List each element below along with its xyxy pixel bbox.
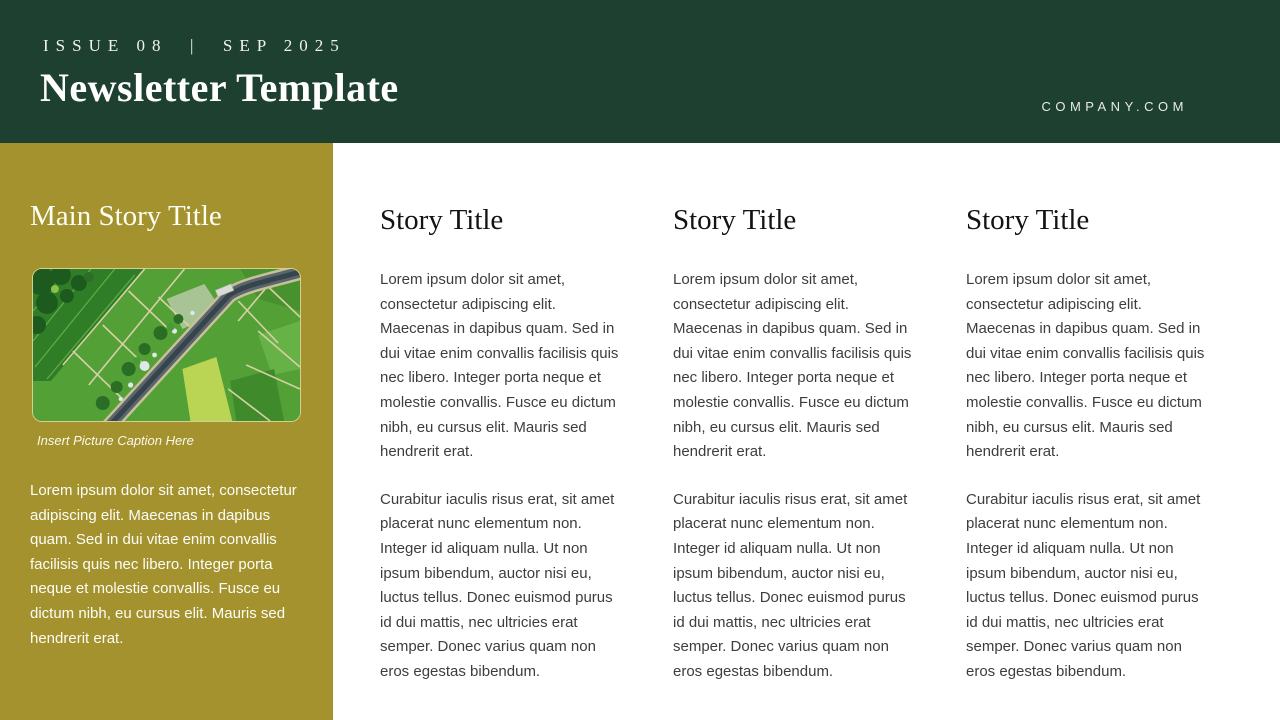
story-title-1: Story Title: [380, 204, 504, 236]
story-paragraph: Curabitur iaculis risus erat, sit amet placerat nunc elementum non. Integer id aliquam nulla. Ut non ipsum bibendum, auctor nisi eu, luctus tellus. Donec euismod purus id dui mattis, nec ultricies erat semper. Donec varius quam non eros egestas bibendum.: [966, 490, 1201, 680]
main-story-title: Main Story Title: [30, 200, 222, 232]
story-column-2: [673, 203, 919, 720]
story-columns: [333, 143, 1280, 720]
farmland-aerial-image: [33, 269, 300, 421]
main-story-photo: [32, 268, 301, 422]
story-column-3: [966, 203, 1212, 720]
main-story-body: Lorem ipsum dolor sit amet, consectetur adipiscing elit. Maecenas in dapibus quam. Sed in dui vitae enim convallis facilisis quis nec libero. Integer porta neque et molestie convallis. Fusce eu dictum nibh, eu cursus elit. Mauris sed hendrerit erat.: [30, 482, 297, 647]
main-story-sidebar: [0, 143, 333, 720]
story-paragraph: Lorem ipsum dolor sit amet, consectetur adipiscing elit. Maecenas in dapibus quam. Sed in dui vitae enim convallis facilisis quis nec libero. Integer porta neque et molestie convallis. Fusce eu dictum nibh, eu cursus elit. Mauris sed hendrerit erat.: [380, 271, 619, 461]
story-column-1: [380, 203, 626, 720]
picture-caption: Insert Picture Caption Here: [37, 433, 194, 448]
issue-date-line: ISSUE 08 | SEP 2025: [43, 36, 346, 55]
story-title-2: Story Title: [673, 204, 797, 236]
story-paragraph: Curabitur iaculis risus erat, sit amet placerat nunc elementum non. Integer id aliquam nulla. Ut non ipsum bibendum, auctor nisi eu, luctus tellus. Donec euismod purus id dui mattis, nec ultricies erat semper. Donec varius quam non eros egestas bibendum.: [380, 490, 615, 680]
story-paragraph: Lorem ipsum dolor sit amet, consectetur adipiscing elit. Maecenas in dapibus quam. Sed in dui vitae enim convallis facilisis quis nec libero. Integer porta neque et molestie convallis. Fusce eu dictum nibh, eu cursus elit. Mauris sed hendrerit erat.: [673, 271, 912, 461]
newsletter-title: Newsletter Template: [40, 65, 399, 110]
story-paragraph: Lorem ipsum dolor sit amet, consectetur adipiscing elit. Maecenas in dapibus quam. Sed in dui vitae enim convallis facilisis quis nec libero. Integer porta neque et molestie convallis. Fusce eu dictum nibh, eu cursus elit. Mauris sed hendrerit erat.: [966, 271, 1205, 461]
story-paragraph: Curabitur iaculis risus erat, sit amet placerat nunc elementum non. Integer id aliquam nulla. Ut non ipsum bibendum, auctor nisi eu, luctus tellus. Donec euismod purus id dui mattis, nec ultricies erat semper. Donec varius quam non eros egestas bibendum.: [673, 490, 908, 680]
header-banner: [0, 0, 1280, 143]
company-website: COMPANY.COM: [1041, 99, 1188, 114]
story-title-3: Story Title: [966, 204, 1090, 236]
